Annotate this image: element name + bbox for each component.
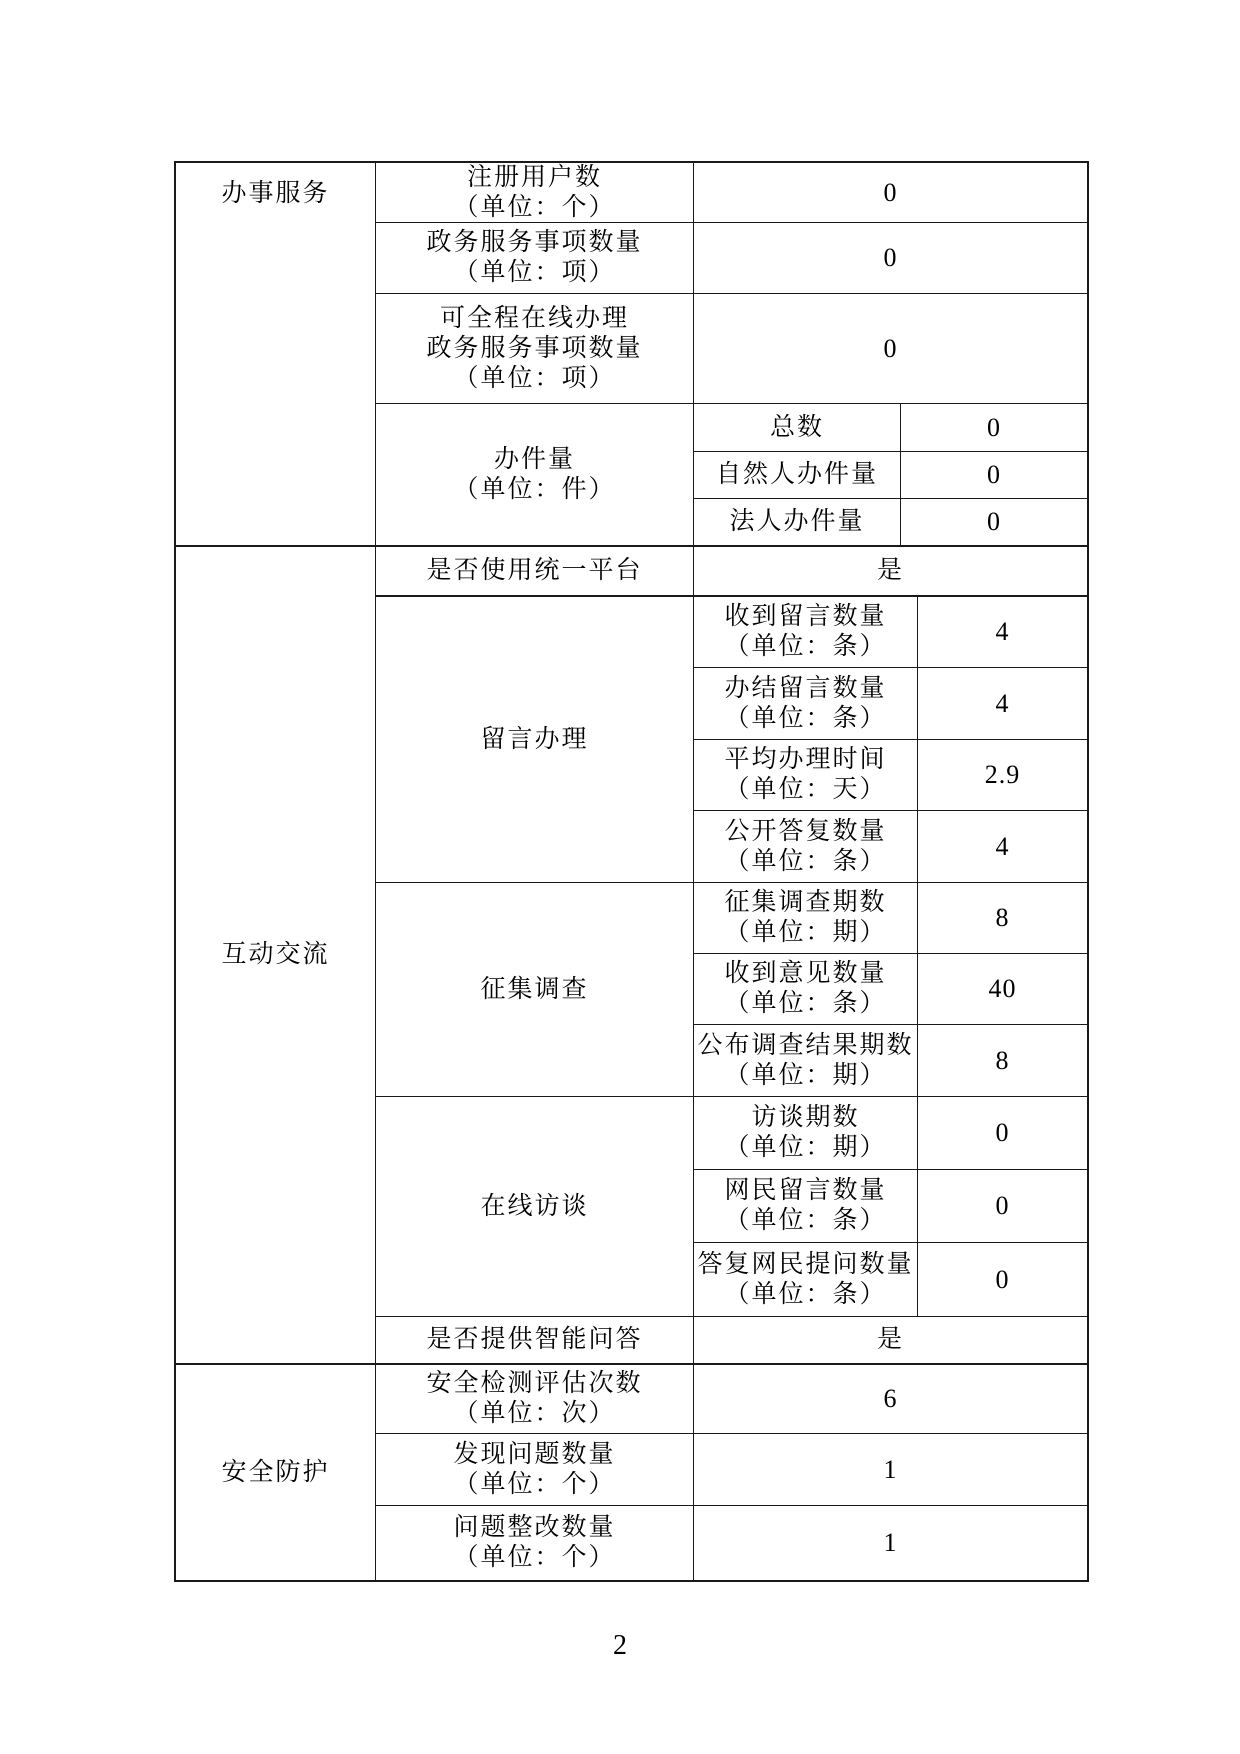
messages-received-label: 收到留言数量 (724, 603, 887, 630)
netizen-messages-value: 0 (995, 1191, 1010, 1220)
avg-handling-time-label-cell (694, 740, 918, 811)
survey-opinions-value: 40 (988, 974, 1017, 1003)
category-interaction-label: 互动交流 (221, 941, 330, 968)
case-total-value-cell (901, 404, 1087, 452)
online-items-label-cell (376, 294, 694, 404)
survey-opinions-unit: （单位：条） (724, 990, 887, 1017)
problems-fixed-unit: （单位：个） (453, 1544, 616, 1571)
avg-handling-time-label: 平均办理时间 (724, 746, 887, 773)
survey-opinions-value-cell (918, 954, 1087, 1025)
case-total-label: 总数 (769, 413, 824, 441)
messages-completed-value: 4 (995, 688, 1010, 718)
online-items-value: 0 (883, 333, 898, 363)
netizen-answers-label-cell (694, 1243, 918, 1317)
interview-periods-value: 0 (995, 1118, 1010, 1147)
case-natural-label: 自然人办件量 (715, 461, 878, 488)
survey-results-value-cell (918, 1025, 1087, 1097)
messages-completed-label: 办结留言数量 (724, 674, 887, 702)
online-interview-group-cell (376, 1097, 694, 1317)
service-items-value-cell (694, 223, 1087, 294)
problems-found-label-cell (376, 1434, 694, 1506)
public-replies-label-cell (694, 811, 918, 883)
problems-fixed-value: 1 (883, 1528, 898, 1557)
messages-received-value: 4 (995, 617, 1010, 646)
messages-received-value-cell (918, 597, 1087, 668)
category-security-label: 安全防护 (221, 1458, 330, 1486)
smart-qa-value-cell (694, 1317, 1087, 1365)
problems-found-unit: （单位：个） (453, 1470, 616, 1498)
messages-completed-value-cell (918, 668, 1087, 740)
case-total-label-cell (694, 404, 901, 452)
registered-users-value: 0 (883, 177, 898, 207)
interview-periods-value-cell (918, 1097, 1087, 1170)
smart-qa-label-cell (376, 1317, 694, 1365)
messages-received-label-cell (694, 597, 918, 668)
netizen-messages-value-cell (918, 1170, 1087, 1243)
service-items-label-cell (376, 223, 694, 294)
case-natural-label-cell (694, 452, 901, 499)
security-checks-value-cell (694, 1365, 1087, 1434)
survey-periods-label: 征集调查期数 (724, 889, 887, 916)
registered-users-value-cell (694, 163, 1087, 223)
problems-found-value: 1 (883, 1454, 898, 1484)
avg-handling-time-value-cell (918, 740, 1087, 811)
survey-results-label: 公布调查结果期数 (697, 1031, 914, 1059)
netizen-answers-value-cell (918, 1243, 1087, 1317)
public-replies-unit: （单位：条） (724, 847, 887, 875)
registered-users-label: 注册用户数 (466, 163, 602, 191)
service-items-unit: （单位：项） (453, 259, 616, 286)
problems-fixed-label-cell (376, 1506, 694, 1580)
security-checks-unit: （单位：次） (453, 1400, 616, 1427)
case-volume-group-cell (376, 404, 694, 547)
security-checks-value: 6 (883, 1384, 898, 1413)
netizen-answers-value: 0 (995, 1264, 1010, 1294)
online-items-label-line2: 政务服务事项数量 (426, 334, 643, 362)
case-legal-value: 0 (987, 507, 1001, 536)
case-legal-label: 法人办件量 (729, 508, 865, 535)
annual-report-table (174, 161, 1089, 1582)
online-items-unit: （单位：项） (453, 364, 616, 392)
netizen-messages-unit: （单位：条） (724, 1207, 887, 1234)
interview-periods-label: 访谈期数 (751, 1104, 860, 1131)
smart-qa-label: 是否提供智能问答 (426, 1326, 643, 1353)
public-replies-value-cell (918, 811, 1087, 883)
interview-periods-label-cell (694, 1097, 918, 1170)
survey-periods-label-cell (694, 883, 918, 954)
online-interview-label: 在线访谈 (480, 1192, 589, 1220)
survey-results-value: 8 (995, 1045, 1010, 1075)
survey-periods-value: 8 (995, 903, 1010, 932)
case-volume-unit: （单位：件） (453, 475, 616, 503)
page-number: 2 (613, 1630, 627, 1661)
security-checks-label-cell (376, 1365, 694, 1434)
netizen-answers-unit: （单位：条） (724, 1280, 887, 1308)
category-cell-interaction (176, 547, 376, 1365)
netizen-answers-label: 答复网民提问数量 (697, 1250, 914, 1278)
problems-fixed-label: 问题整改数量 (453, 1514, 616, 1541)
messages-completed-unit: （单位：条） (724, 704, 887, 732)
survey-results-unit: （单位：期） (724, 1061, 887, 1089)
message-handling-label: 留言办理 (480, 725, 589, 753)
service-items-label: 政务服务事项数量 (426, 229, 643, 256)
netizen-messages-label-cell (694, 1170, 918, 1243)
survey-collection-group-cell (376, 883, 694, 1097)
registered-users-unit: （单位：个） (453, 193, 616, 221)
unified-platform-label-cell (376, 547, 694, 597)
message-handling-group-cell (376, 597, 694, 883)
problems-fixed-value-cell (694, 1506, 1087, 1580)
smart-qa-value: 是 (876, 1326, 904, 1353)
survey-opinions-label-cell (694, 954, 918, 1025)
public-replies-value: 4 (995, 831, 1010, 861)
survey-periods-value-cell (918, 883, 1087, 954)
unified-platform-label: 是否使用统一平台 (426, 557, 643, 584)
netizen-messages-label: 网民留言数量 (724, 1177, 887, 1204)
unified-platform-value: 是 (876, 557, 904, 584)
registered-users-label-cell (376, 163, 694, 223)
avg-handling-time-unit: （单位：天） (724, 776, 887, 803)
security-checks-label: 安全检测评估次数 (426, 1370, 643, 1397)
service-items-value: 0 (883, 243, 898, 272)
survey-collection-label: 征集调查 (480, 975, 589, 1003)
category-services-label: 办事服务 (221, 180, 330, 207)
case-volume-label: 办件量 (493, 445, 575, 473)
case-legal-value-cell (901, 499, 1087, 547)
avg-handling-time-value: 2.9 (984, 760, 1021, 789)
case-total-value: 0 (987, 412, 1001, 442)
messages-completed-label-cell (694, 668, 918, 740)
case-natural-value: 0 (987, 460, 1001, 489)
survey-periods-unit: （单位：期） (724, 919, 887, 946)
online-items-value-cell (694, 294, 1087, 404)
problems-found-label: 发现问题数量 (453, 1440, 616, 1468)
unified-platform-value-cell (694, 547, 1087, 597)
problems-found-value-cell (694, 1434, 1087, 1506)
case-legal-label-cell (694, 499, 901, 547)
category-cell-services (176, 163, 376, 547)
online-items-label-line1: 可全程在线办理 (439, 304, 629, 332)
public-replies-label: 公开答复数量 (724, 817, 887, 845)
survey-opinions-label: 收到意见数量 (724, 960, 887, 987)
survey-results-label-cell (694, 1025, 918, 1097)
category-cell-security (176, 1365, 376, 1580)
messages-received-unit: （单位：条） (724, 633, 887, 660)
interview-periods-unit: （单位：期） (724, 1134, 887, 1161)
case-natural-value-cell (901, 452, 1087, 499)
